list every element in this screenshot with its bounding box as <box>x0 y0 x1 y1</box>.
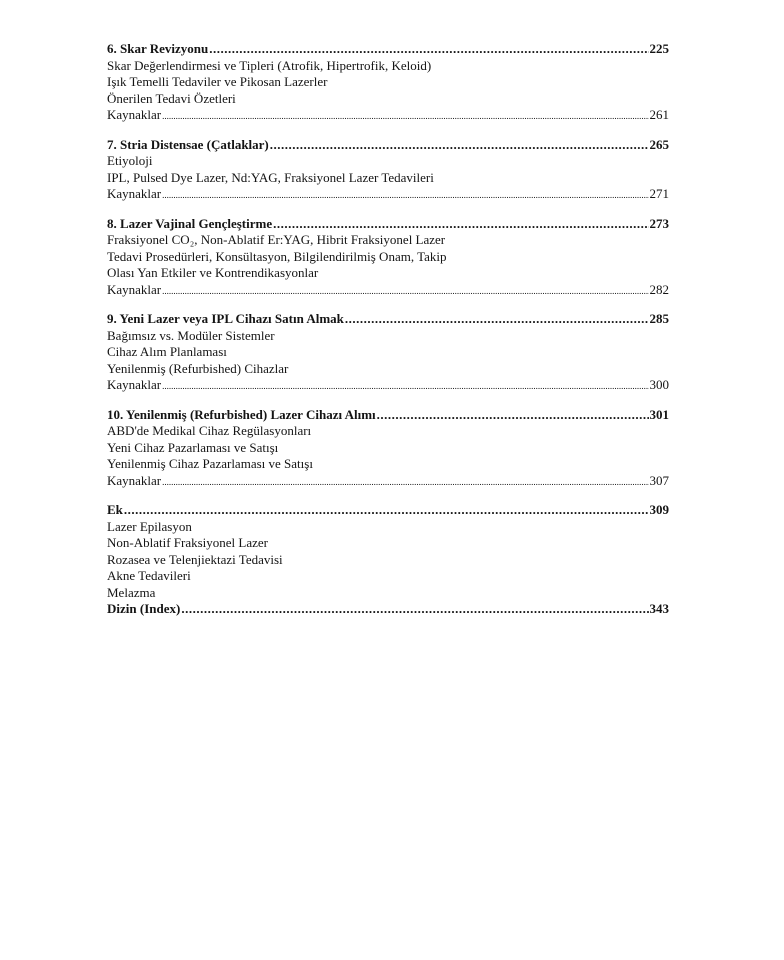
toc-subitem[interactable]: Non-Ablatif Fraksiyonel Lazer <box>107 535 269 550</box>
toc-references[interactable] <box>107 186 669 203</box>
toc-subitem[interactable]: Cihaz Alım Planlaması <box>107 344 227 359</box>
dot-leader <box>162 187 648 204</box>
toc-heading[interactable] <box>107 41 669 58</box>
toc-heading[interactable] <box>107 137 669 154</box>
toc-heading[interactable] <box>107 407 669 424</box>
toc-page-number: 301 <box>649 406 669 422</box>
toc-references-label: Kaynaklar <box>107 377 162 392</box>
toc-page-number: 309 <box>649 502 669 517</box>
toc-references[interactable] <box>107 377 669 394</box>
table-of-contents <box>107 41 669 631</box>
toc-index-label: Dizin (Index) <box>107 601 181 616</box>
dot-leader <box>162 378 648 395</box>
toc-section-7 <box>107 137 669 203</box>
toc-section-8 <box>107 216 669 299</box>
toc-subitem[interactable]: ABD'de Medikal Cihaz Regülasyonları <box>107 423 312 438</box>
toc-subitem[interactable]: Rozasea ve Telenjiektazi Tedavisi <box>107 551 283 567</box>
dot-leader <box>162 108 648 125</box>
toc-references[interactable] <box>107 473 669 490</box>
toc-page-number: 282 <box>649 281 669 297</box>
toc-subitem[interactable]: Skar Değerlendirmesi ve Tipleri (Atrofik, Hipertrofik, Keloid) <box>107 57 432 73</box>
toc-subitem[interactable]: Yenilenmiş (Refurbished) Cihazlar <box>107 360 289 376</box>
toc-subitem[interactable]: Önerilen Tedavi Özetleri <box>107 90 236 106</box>
toc-heading-title: 8. Lazer Vajinal Gençleştirme <box>107 215 273 231</box>
toc-section-10 <box>107 407 669 490</box>
toc-references-label: Kaynaklar <box>107 281 162 297</box>
toc-subitem[interactable]: Olası Yan Etkiler ve Kontrendikasyonlar <box>107 265 319 280</box>
toc-page-number: 307 <box>649 472 669 488</box>
toc-heading[interactable] <box>107 216 669 233</box>
dot-leader <box>345 311 649 328</box>
toc-page-number: 265 <box>649 136 669 152</box>
dot-leader <box>209 41 648 58</box>
toc-subitem[interactable]: Tedavi Prosedürleri, Konsültasyon, Bilgilendirilmiş Onam, Takip <box>107 248 447 264</box>
toc-heading[interactable] <box>107 311 669 328</box>
toc-page-number: 273 <box>649 215 669 231</box>
toc-subitem[interactable]: IPL, Pulsed Dye Lazer, Nd:YAG, Fraksiyonel Lazer Tedavileri <box>107 169 434 185</box>
toc-references-label: Kaynaklar <box>107 472 162 488</box>
toc-subitem[interactable]: Lazer Epilasyon <box>107 518 192 534</box>
toc-references[interactable] <box>107 282 669 299</box>
toc-page-number: 285 <box>649 311 669 326</box>
toc-subitem[interactable]: Akne Tedavileri <box>107 568 191 583</box>
toc-page-number: 343 <box>649 601 669 616</box>
dot-leader <box>162 474 648 491</box>
toc-subitem[interactable]: Yenilenmiş Cihaz Pazarlaması ve Satışı <box>107 456 313 471</box>
toc-subitem[interactable]: Melazma <box>107 584 156 600</box>
toc-heading-title: 7. Stria Distensae (Çatlaklar) <box>107 136 269 152</box>
toc-references[interactable] <box>107 107 669 124</box>
toc-references-label: Kaynaklar <box>107 107 162 122</box>
toc-subitem[interactable]: Yeni Cihaz Pazarlaması ve Satışı <box>107 439 279 455</box>
toc-heading[interactable] <box>107 502 669 519</box>
dot-leader <box>270 137 649 154</box>
dot-leader <box>181 601 648 618</box>
dot-leader <box>162 283 648 300</box>
toc-page-number: 225 <box>649 41 669 56</box>
toc-section-appendix <box>107 502 669 618</box>
dot-leader <box>273 216 648 233</box>
toc-heading-title: 10. Yenilenmiş (Refurbished) Lazer Cihazı Alımı <box>107 406 376 422</box>
dot-leader <box>124 502 649 519</box>
toc-section-9 <box>107 311 669 394</box>
toc-subitem[interactable]: Işık Temelli Tedaviler ve Pikosan Lazerler <box>107 74 328 89</box>
toc-page-number: 300 <box>649 377 669 392</box>
dot-leader <box>377 407 649 424</box>
toc-subitem[interactable]: Bağımsız vs. Modüler Sistemler <box>107 327 275 343</box>
toc-references-label: Kaynaklar <box>107 186 162 201</box>
toc-index[interactable] <box>107 601 669 618</box>
toc-page-number: 261 <box>649 107 669 122</box>
toc-subitem[interactable]: Etiyoloji <box>107 153 153 168</box>
toc-heading-title: Ek <box>107 502 123 517</box>
toc-section-6 <box>107 41 669 124</box>
toc-subitem[interactable]: Fraksiyonel CO₂, Non-Ablatif Er:YAG, Hibrit Fraksiyonel Lazer <box>107 232 446 247</box>
toc-heading-title: 6. Skar Revizyonu <box>107 41 209 56</box>
toc-heading-title: 9. Yeni Lazer veya IPL Cihazı Satın Almak <box>107 311 344 326</box>
toc-page-number: 271 <box>649 186 669 201</box>
